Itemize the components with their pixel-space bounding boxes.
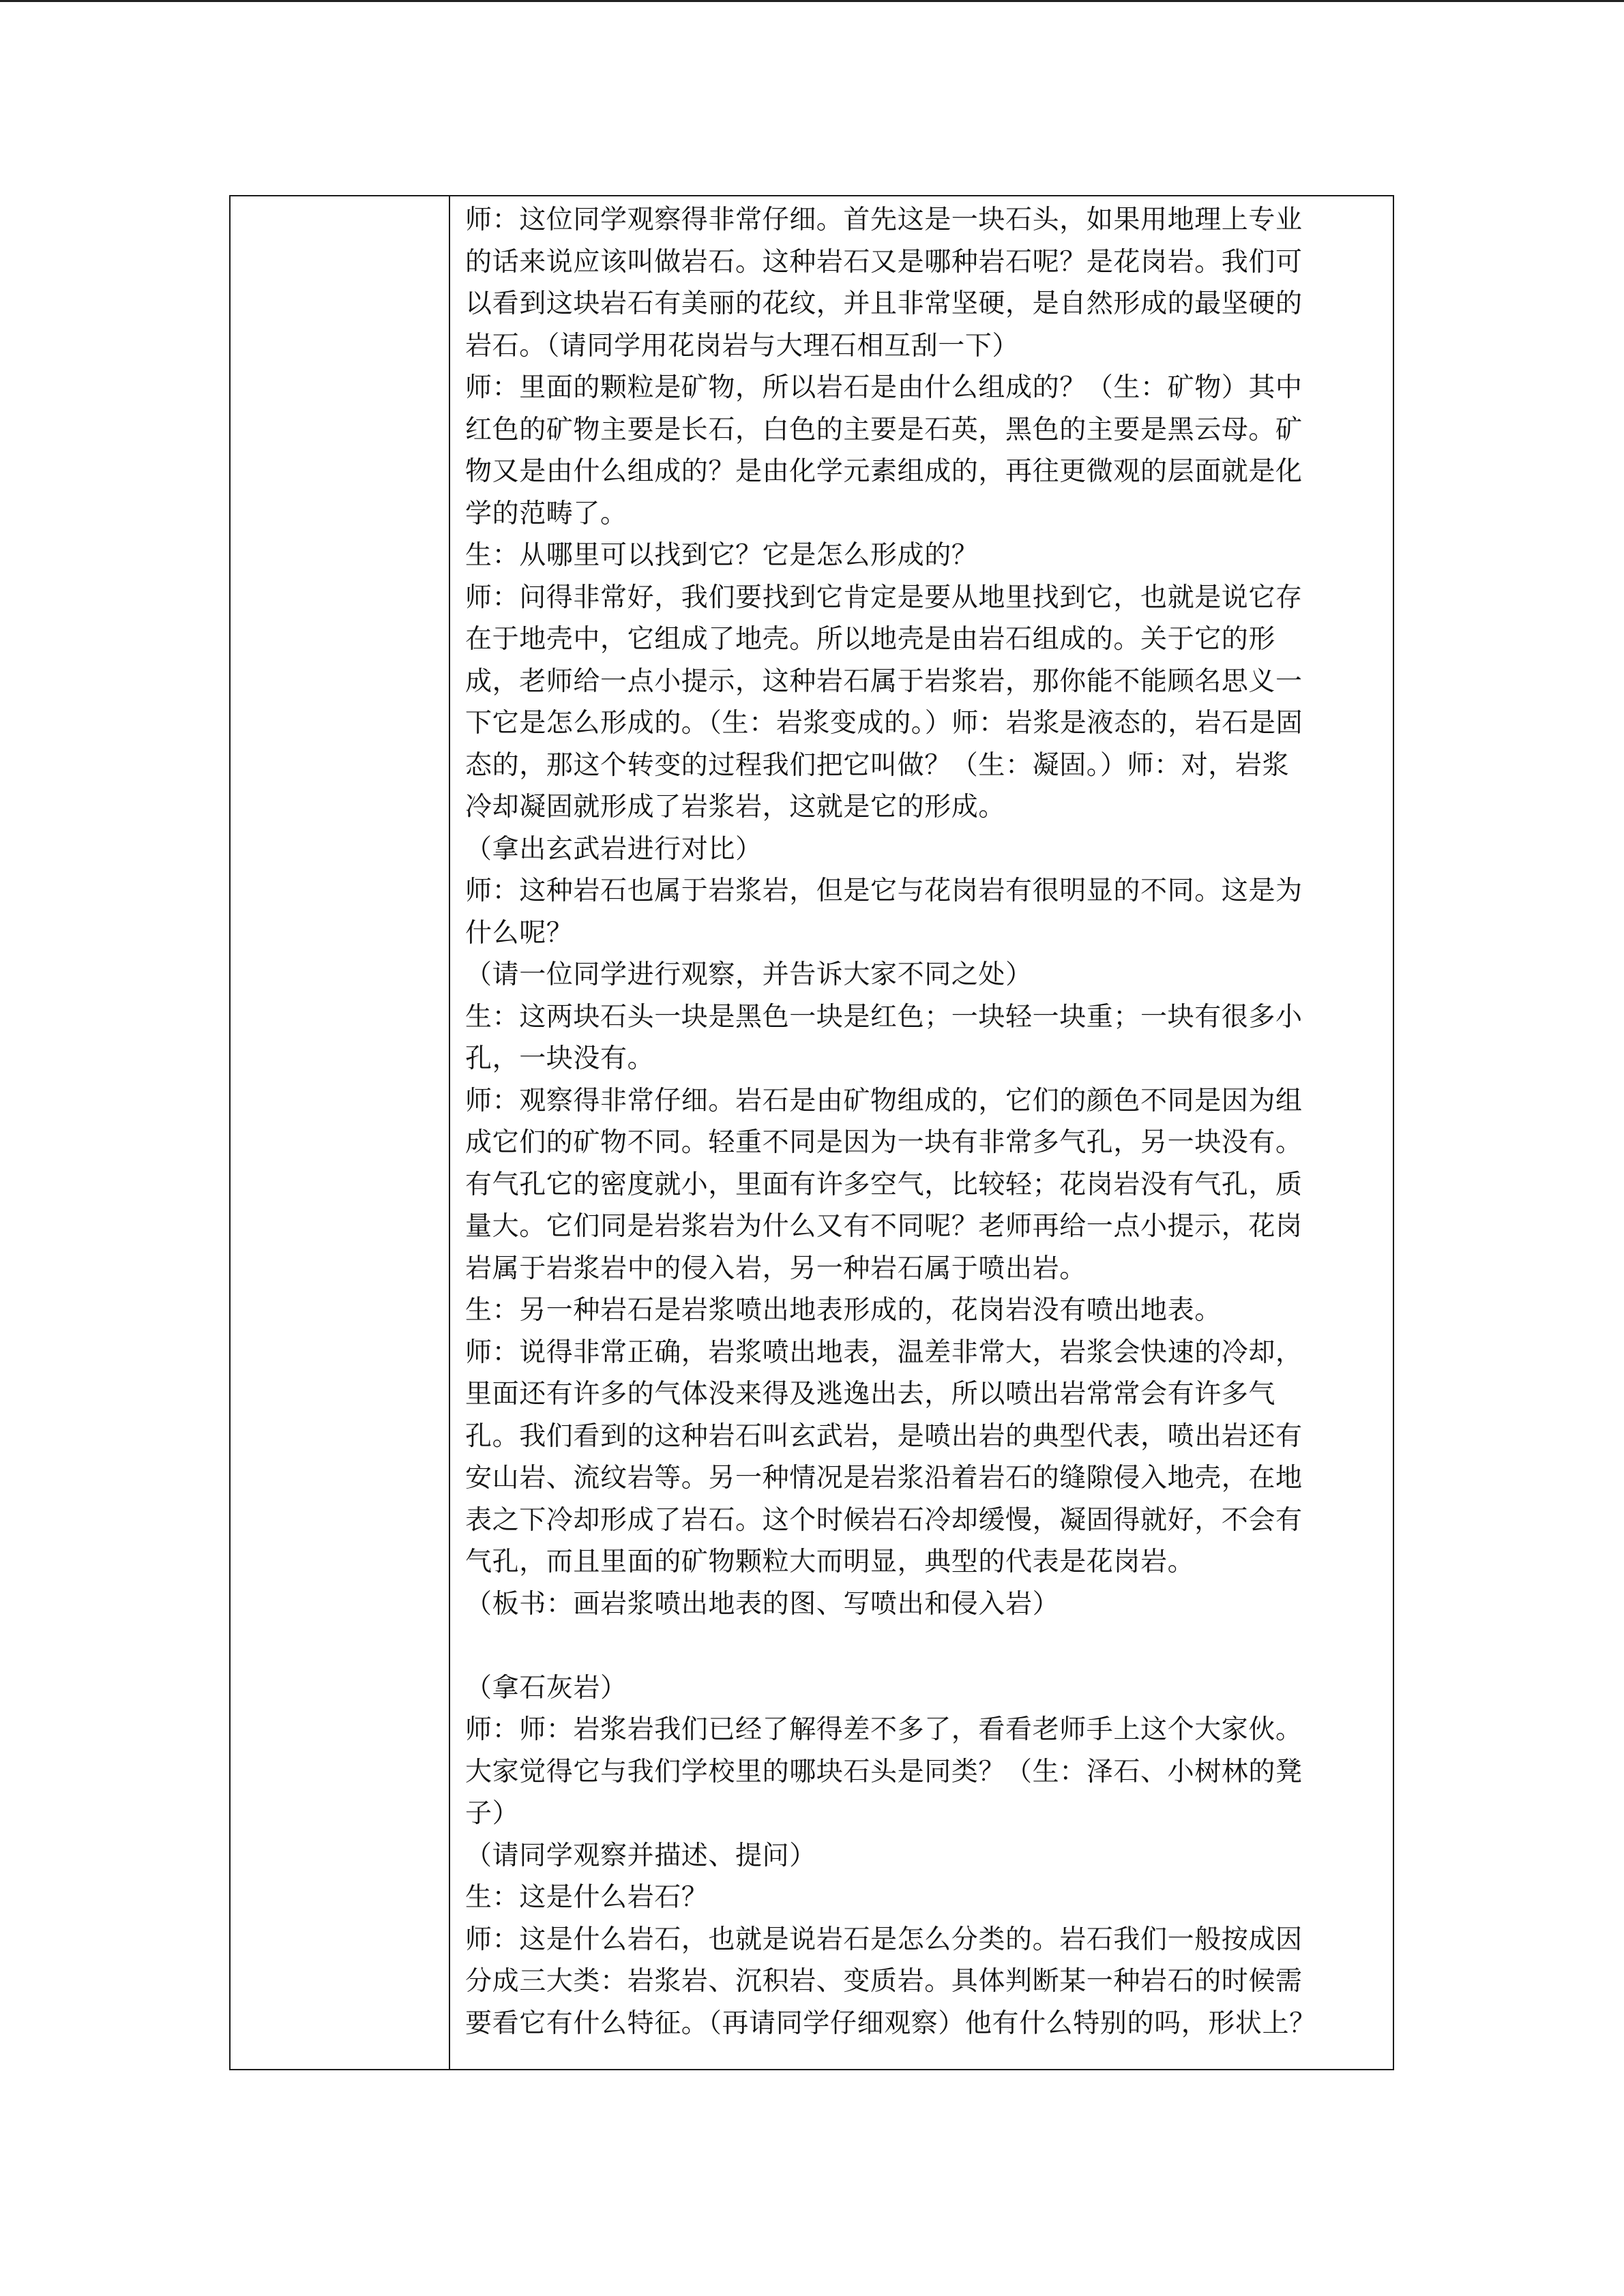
dialogue-line: 在于地壳中，它组成了地壳。所以地壳是由岩石组成的。关于它的形 — [465, 624, 1276, 655]
dialogue-line: 有气孔它的密度就小，里面有许多空气，比较轻；花岗岩没有气孔，质 — [465, 1169, 1303, 1200]
dialogue-line: 分成三大类：岩浆岩、沉积岩、变质岩。具体判断某一种岩石的时候需 — [465, 1966, 1303, 1997]
dialogue-line: 学的范畴了。 — [465, 498, 628, 529]
dialogue-line: 以看到这块岩石有美丽的花纹，并且非常坚硬，是自然形成的最坚硬的 — [465, 288, 1303, 319]
dialogue-line: 子） — [465, 1798, 520, 1829]
dialogue-line: （板书：画岩浆喷出地表的图、写喷出和侵入岩） — [465, 1588, 1060, 1620]
dialogue-line: 岩属于岩浆岩中的侵入岩，另一种岩石属于喷出岩。 — [465, 1253, 1087, 1284]
dialogue-line: 师：师：岩浆岩我们已经了解得差不多了，看看老师手上这个大家伙。 — [465, 1714, 1303, 1745]
dialogue-line — [465, 1625, 1376, 1667]
dialogue-line: 表之下冷却形成了岩石。这个时候岩石冷却缓慢，凝固得就好，不会有 — [465, 1504, 1303, 1536]
dialogue-line: 生：这是什么岩石？ — [465, 1882, 709, 1913]
dialogue-line: 孔，一块没有。 — [465, 1043, 655, 1074]
page-top-rule — [0, 0, 1624, 2]
dialogue-line: 师：里面的颗粒是矿物，所以岩石是由什么组成的？（生：矿物）其中 — [465, 372, 1303, 403]
dialogue-line: 大家觉得它与我们学校里的哪块石头是同类？（生：泽石、小树林的凳 — [465, 1756, 1303, 1787]
dialogue-line: 成，老师给一点小提示，这种岩石属于岩浆岩，那你能不能顾名思义一 — [465, 666, 1303, 697]
dialogue-line: 量大。它们同是岩浆岩为什么又有不同呢？老师再给一点小提示，花岗 — [465, 1211, 1303, 1242]
dialogue-line: 师：说得非常正确，岩浆喷出地表，温差非常大，岩浆会快速的冷却， — [465, 1337, 1303, 1368]
dialogue-line: 里面还有许多的气体没来得及逃逸出去，所以喷出岩常常会有许多气 — [465, 1379, 1276, 1410]
dialogue-line: 生：另一种岩石是岩浆喷出地表形成的，花岗岩没有喷出地表。 — [465, 1295, 1222, 1326]
dialogue-line: 什么呢？ — [465, 917, 574, 949]
table-left-cell — [231, 196, 450, 2069]
dialogue-line: 下它是怎么形成的。（生：岩浆变成的。）师：岩浆是液态的，岩石是固 — [465, 708, 1303, 739]
dialogue-line: （拿出玄武岩进行对比） — [465, 833, 763, 865]
dialogue-line: 生：这两块石头一块是黑色一块是红色；一块轻一块重；一块有很多小 — [465, 1001, 1303, 1032]
lesson-dialogue-cell — [450, 196, 1393, 2069]
dialogue-line: （请同学观察并描述、提问） — [465, 1840, 816, 1871]
dialogue-line: 生：从哪里可以找到它？它是怎么形成的？ — [465, 540, 979, 571]
dialogue-line: 的话来说应该叫做岩石。这种岩石又是哪种岩石呢？是花岗岩。我们可 — [465, 246, 1303, 278]
dialogue-line: 师：这种岩石也属于岩浆岩，但是它与花岗岩有很明显的不同。这是为 — [465, 876, 1303, 906]
dialogue-line: 物又是由什么组成的？是由化学元素组成的，再往更微观的层面就是化 — [465, 456, 1303, 487]
dialogue-line: 态的，那这个转变的过程我们把它叫做？（生：凝固。）师：对，岩浆 — [465, 749, 1290, 781]
dialogue-line: 红色的矿物主要是长石，白色的主要是石英，黑色的主要是黑云母。矿 — [465, 414, 1303, 445]
dialogue-line: （请一位同学进行观察，并告诉大家不同之处） — [465, 959, 1033, 990]
dialogue-line: 师：这是什么岩石，也就是说岩石是怎么分类的。岩石我们一般按成因 — [465, 1924, 1303, 1955]
dialogue-line: 师：这位同学观察得非常仔细。首先这是一块石头，如果用地理上专业 — [465, 205, 1303, 235]
dialogue-line: 岩石。（请同学用花岗岩与大理石相互刮一下） — [465, 330, 1020, 361]
dialogue-line: 师：观察得非常仔细。岩石是由矿物组成的，它们的颜色不同是因为组 — [465, 1085, 1303, 1116]
dialogue-line: 成它们的矿物不同。轻重不同是因为一块有非常多气孔，另一块没有。 — [465, 1127, 1303, 1158]
dialogue-line: 要看它有什么特征。（再请同学仔细观察）他有什么特别的吗，形状上？ — [465, 2008, 1316, 2039]
dialogue-line: 气孔，而且里面的矿物颗粒大而明显，典型的代表是花岗岩。 — [465, 1547, 1195, 1577]
dialogue-line: （拿石灰岩） — [465, 1672, 628, 1703]
dialogue-line: 安山岩、流纹岩等。另一种情况是岩浆沿着岩石的缝隙侵入地壳，在地 — [465, 1463, 1303, 1493]
dialogue-line: 孔。我们看到的这种岩石叫玄武岩，是喷出岩的典型代表，喷出岩还有 — [465, 1420, 1303, 1452]
dialogue-line: 冷却凝固就形成了岩浆岩，这就是它的形成。 — [465, 792, 1006, 822]
dialogue-line: 师：问得非常好，我们要找到它肯定是要从地里找到它，也就是说它存 — [465, 582, 1303, 613]
lesson-plan-table — [229, 195, 1394, 2070]
